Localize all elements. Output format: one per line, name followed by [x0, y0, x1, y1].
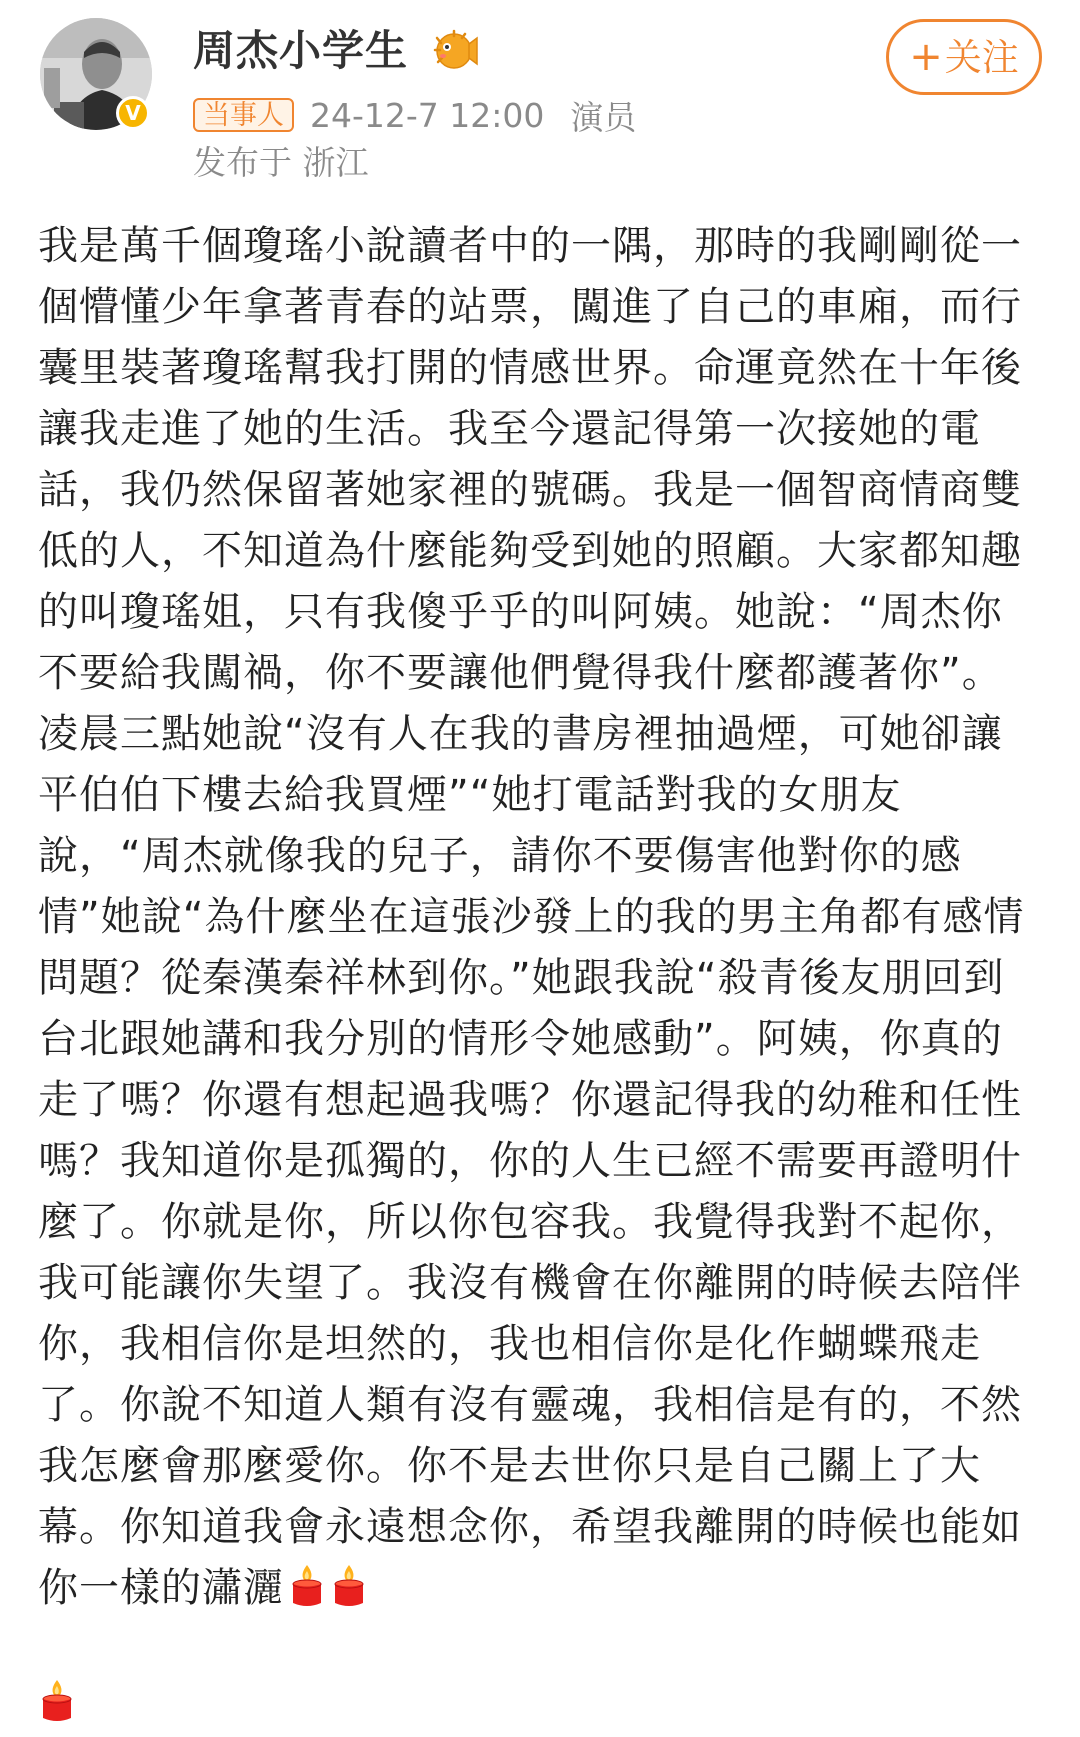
verified-badge-icon: V: [116, 96, 150, 130]
role-tag: 当事人: [193, 98, 294, 132]
follow-button[interactable]: [886, 19, 1042, 95]
candle-icon: [288, 1563, 326, 1607]
post-source: 演员: [570, 97, 637, 137]
author-name[interactable]: 周杰小学生: [193, 26, 409, 75]
candle-icon: [330, 1563, 368, 1607]
follow-label: 关注: [944, 36, 1019, 79]
post-time: 24-12-7 12:00: [310, 95, 545, 135]
post-body: [38, 216, 1038, 1619]
pufferfish-icon: [432, 28, 478, 72]
plus-icon: +: [909, 34, 943, 80]
post-meta: [193, 94, 636, 136]
post-body-text: 我是萬千個瓊瑤小說讀者中的一隅，那時的我剛剛從一個懵懂少年拿著青春的站票，闖進了自己的車廂，而行囊里裝著瓊瑤幫我打開的情感世界。命運竟然在十年後讓我走進了她的生活。我至今還記得第一次接她的電話，我仍然保留著她家裡的號碼。我是一個智商情商雙低的人，不知道為什麼能夠受到她的照顧。大家都知趣的叫瓊瑤姐，只有我傻乎乎的叫阿姨。她說：“周杰你不要給我闖禍，你不要讓他們覺得我什麼都護著你”。凌晨三點她說“沒有人在我的書房裡抽過煙，可她卻讓平伯伯下樓去給我買煙”“她打電話對我的女朋友說，“周杰就像我的兒子，請你不要傷害他對你的感情”她說“為什麼坐在這張沙發上的我的男主角都有感情問題？從秦漢秦祥林到你。”她跟我說“殺青後友朋回到台北跟她講和我分別的情形令她感動”。阿姨，你真的走了嗎？你還有想起過我嗎？你還記得我的幼稚和任性嗎？我知道你是孤獨的，你的人生已經不需要再證明什麼了。你就是你，所以你包容我。我覺得我對不起你，我可能讓你失望了。我沒有機會在你離開的時候去陪伴你，我相信你是坦然的，我也相信你是化作蝴蝶飛走了。你說不知道人類有沒有靈魂，我相信是有的，不然我怎麼會那麼愛你。你不是去世你只是自己關上了大幕。你知道我會永遠想念你，希望我離開的時候也能如你一樣的瀟灑: [38, 223, 1025, 1611]
candle-icon: [38, 1678, 76, 1722]
post-location: 发布于 浙江: [193, 143, 369, 182]
post-header: [0, 0, 1080, 200]
